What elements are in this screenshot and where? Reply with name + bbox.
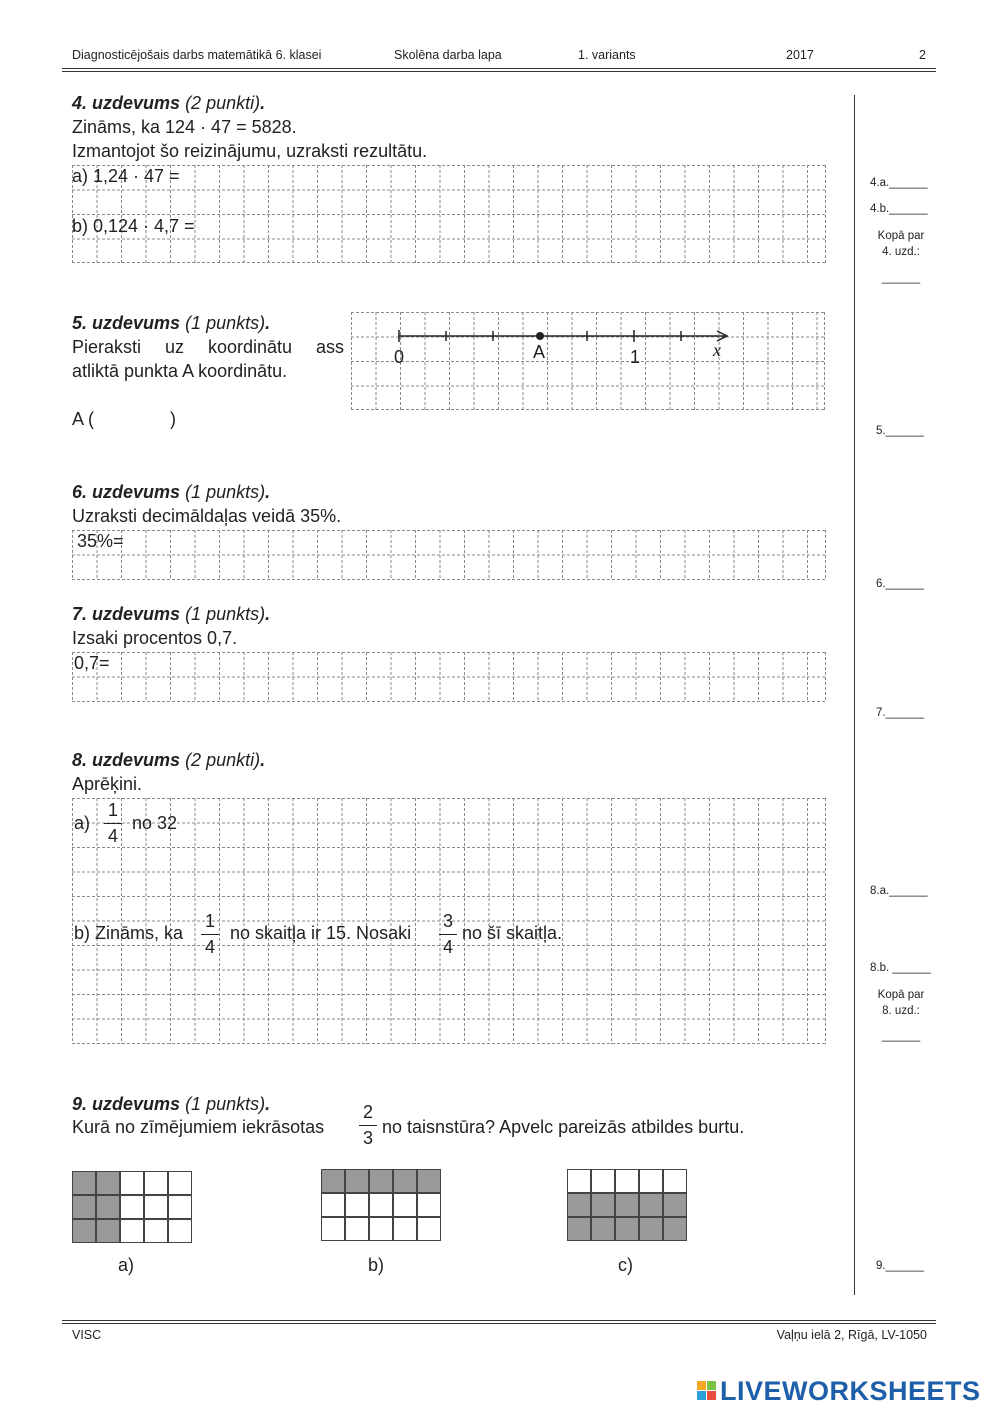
rectangle-c-cell: [639, 1193, 663, 1217]
task4-heading: 4. uzdevums (2 punkti).: [72, 93, 266, 113]
rectangle-a-cell: [72, 1171, 96, 1195]
rectangle-b[interactable]: [321, 1169, 441, 1241]
point-a-marker: [536, 332, 544, 340]
rectangle-b-cell: [321, 1217, 345, 1241]
rectangle-b-cell: [393, 1193, 417, 1217]
task6-grid[interactable]: [72, 530, 826, 580]
header-title: Diagnosticējošais darbs matemātikā 6. klasei: [72, 48, 322, 62]
rectangle-c-cell: [591, 1217, 615, 1241]
rectangle-a-cell: [72, 1219, 96, 1243]
option-b-label[interactable]: b): [368, 1255, 385, 1275]
rectangle-b-cell: [393, 1217, 417, 1241]
task5-answer-field[interactable]: [102, 409, 164, 433]
rectangle-c-cell: [663, 1169, 687, 1193]
rectangle-a-cell: [144, 1219, 168, 1243]
rectangle-c-cell: [663, 1217, 687, 1241]
task8-a-prefix: a): [74, 813, 91, 833]
rectangle-c-cell: [567, 1169, 591, 1193]
rectangle-c-cell: [591, 1169, 615, 1193]
rectangle-a-cell: [120, 1219, 144, 1243]
rectangle-c-cell: [567, 1217, 591, 1241]
header-sheet: Skolēna darba lapa: [394, 48, 502, 62]
option-a-label[interactable]: a): [118, 1255, 135, 1275]
score-9[interactable]: 9.______: [876, 1260, 924, 1272]
task8-a-suffix: no 32: [132, 813, 178, 833]
task4-b-label: b) 0,124 · 4,7 =: [72, 216, 195, 236]
task5-answer-close: ): [170, 409, 176, 429]
rectangle-b-cell: [417, 1217, 441, 1241]
rectangle-c-cell: [567, 1193, 591, 1217]
task9-heading: 9. uzdevums (1 punkts).: [72, 1094, 271, 1114]
header-rule: [62, 68, 936, 72]
rectangle-a-cell: [168, 1219, 192, 1243]
footer-right: Vaļņu ielā 2, Rīgā, LV-1050: [776, 1328, 927, 1342]
rectangle-a-cell: [168, 1195, 192, 1219]
rectangle-c-cell: [663, 1193, 687, 1217]
rectangle-b-cell: [417, 1193, 441, 1217]
rectangle-a-cell: [120, 1195, 144, 1219]
task4-statement: Zināms, ka 124 · 47 = 5828.: [72, 117, 297, 137]
task9-question-post: no taisnstūra? Apvelc pareizās atbildes burtu.: [382, 1117, 745, 1137]
task7-grid[interactable]: [72, 652, 826, 702]
rectangle-c[interactable]: [567, 1169, 687, 1241]
rectangle-a-cell: [96, 1171, 120, 1195]
rectangle-b-cell: [369, 1193, 393, 1217]
task7-heading: 7. uzdevums (1 punkts).: [72, 604, 271, 624]
rectangle-b-cell: [369, 1217, 393, 1241]
score-4b[interactable]: 4.b.______: [870, 203, 928, 215]
axis-one-label: 1: [630, 347, 641, 367]
task6-instruction: Uzraksti decimāldaļas veidā 35%.: [72, 506, 342, 526]
task4-instruction: Izmantojot šo reizinājumu, uzraksti rezultātu.: [72, 141, 428, 161]
rectangle-a-cell: [144, 1171, 168, 1195]
task9-question-pre: Kurā no zīmējumiem iekrāsotas: [72, 1117, 325, 1137]
task7-instruction: Izsaki procentos 0,7.: [72, 628, 238, 648]
rectangle-a[interactable]: [72, 1171, 192, 1243]
liveworksheets-watermark: LIVEWORKSHEETS: [720, 1376, 981, 1406]
option-c-label[interactable]: c): [618, 1255, 633, 1275]
total-4-blank[interactable]: ______: [881, 272, 921, 284]
task8-b-fraction1: 1 4: [201, 911, 219, 958]
task6-heading: 6. uzdevums (1 punkts).: [72, 482, 271, 502]
axis-point-label: A: [533, 342, 546, 362]
task5-line1: Pieraksti uz koordinātu ass: [72, 337, 344, 357]
rectangle-a-cell: [144, 1195, 168, 1219]
rectangle-c-cell: [639, 1217, 663, 1241]
task8-heading: 8. uzdevums (2 punkti).: [72, 750, 266, 770]
task5-heading: 5. uzdevums (1 punkts).: [72, 313, 271, 333]
task8-b-suffix: no šī skaitļa.: [462, 923, 563, 943]
rectangle-b-cell: [417, 1169, 441, 1193]
task8-b-fraction2: 3 4: [439, 911, 457, 958]
number-line: [399, 330, 727, 342]
score-8a[interactable]: 8.a.______: [870, 885, 928, 897]
axis-variable-label: x: [713, 340, 721, 360]
score-5[interactable]: 5.______: [876, 425, 924, 437]
task5-grid: [351, 312, 825, 410]
task8-instruction: Aprēķini.: [72, 774, 143, 794]
task9-fraction: 2 3: [359, 1102, 377, 1149]
score-4a[interactable]: 4.a.______: [870, 177, 928, 189]
rectangle-b-cell: [345, 1193, 369, 1217]
task4-grid[interactable]: [72, 165, 826, 263]
rectangle-c-cell: [615, 1193, 639, 1217]
task8-b-middle: no skaitļa ir 15. Nosaki: [230, 923, 412, 943]
rectangle-a-cell: [72, 1195, 96, 1219]
task5-answer-open: A (: [72, 409, 95, 429]
total-8-label: Kopā par 8. uzd.:: [877, 989, 925, 1017]
rectangle-a-cell: [168, 1171, 192, 1195]
total-4-label: Kopā par 4. uzd.:: [877, 230, 925, 258]
score-6[interactable]: 6.______: [876, 578, 924, 590]
rectangle-c-cell: [615, 1169, 639, 1193]
rectangle-a-cell: [96, 1219, 120, 1243]
task8-a-fraction: 1 4: [104, 800, 122, 847]
rectangle-c-cell: [639, 1169, 663, 1193]
rectangle-b-cell: [369, 1169, 393, 1193]
rectangle-b-cell: [321, 1193, 345, 1217]
rectangle-b-cell: [393, 1169, 417, 1193]
rectangle-b-cell: [345, 1217, 369, 1241]
score-column-divider: [854, 95, 855, 1295]
liveworksheets-logo-icon: [697, 1381, 717, 1401]
axis-zero-label: 0: [394, 347, 405, 367]
header-year: 2017: [786, 48, 814, 62]
rectangle-a-cell: [96, 1195, 120, 1219]
score-7[interactable]: 7.______: [876, 707, 924, 719]
rectangle-b-cell: [345, 1169, 369, 1193]
header-page: 2: [919, 48, 926, 62]
rectangle-a-cell: [120, 1171, 144, 1195]
task4-a-label: a) 1,24 · 47 =: [72, 166, 180, 186]
score-8b[interactable]: 8.b. ______: [870, 962, 931, 974]
rectangle-c-cell: [615, 1217, 639, 1241]
total-8-blank[interactable]: ______: [881, 1030, 921, 1042]
rectangle-c-cell: [591, 1193, 615, 1217]
task7-answer-label: 0,7=: [74, 653, 110, 673]
header-variant: 1. variants: [578, 48, 636, 62]
rectangle-b-cell: [321, 1169, 345, 1193]
task8-b-prefix: b) Zināms, ka: [74, 923, 184, 943]
task6-answer-label: 35%=: [77, 531, 124, 551]
task5-line2: atliktā punkta A koordinātu.: [72, 361, 288, 381]
footer-rule: [62, 1320, 936, 1324]
footer-left: VISC: [72, 1328, 102, 1342]
